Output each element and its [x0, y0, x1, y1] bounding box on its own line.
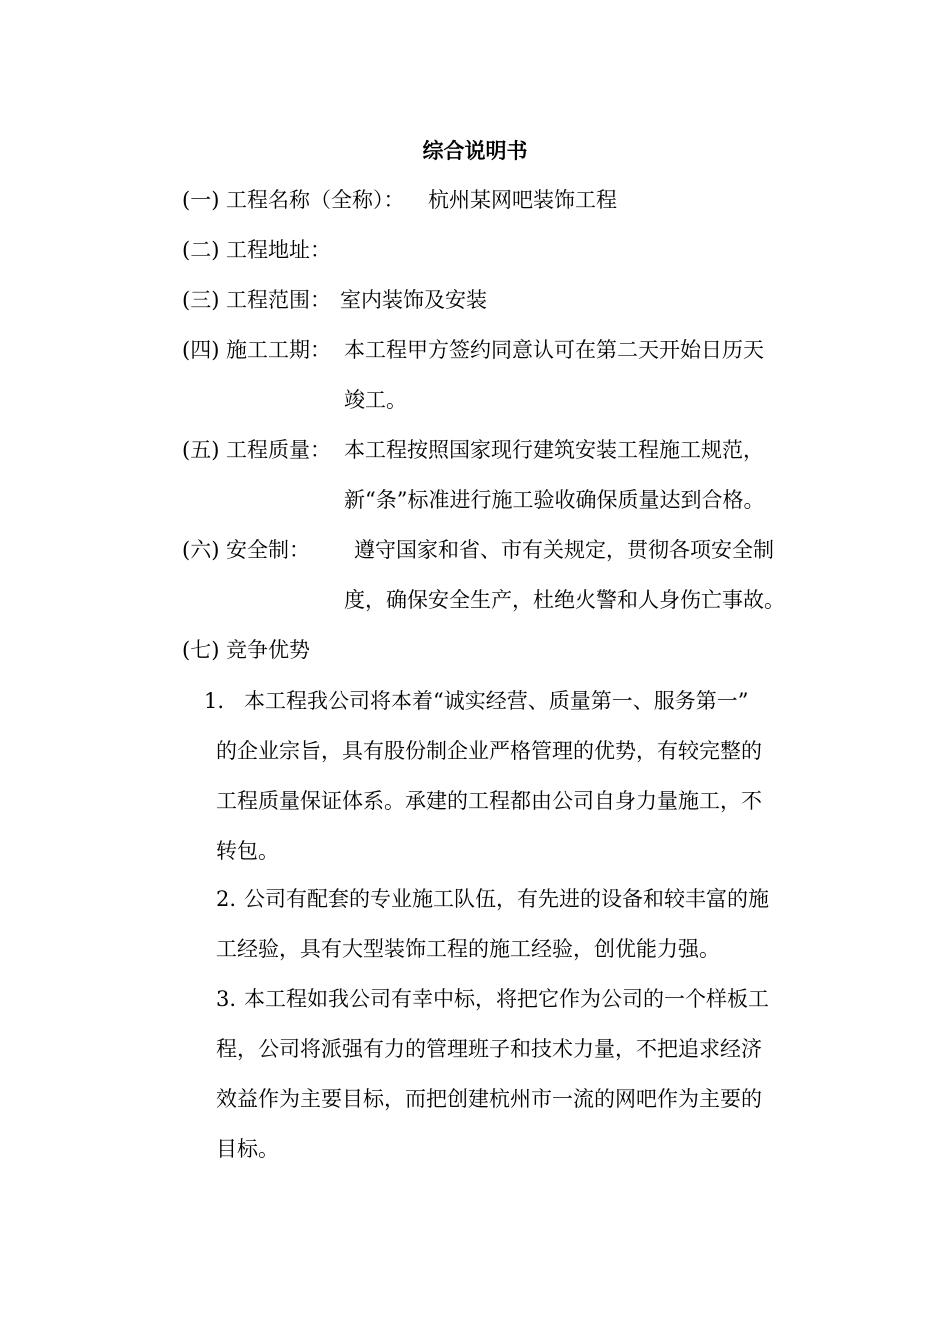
item-4-line-2: 竣工。 [344, 388, 407, 412]
advantage-1-line-4: 转包。 [216, 839, 279, 863]
advantage-2-number: 2. [216, 887, 237, 911]
item-5-line-1: 本工程按照国家现行建筑安装工程施工规范， [344, 438, 764, 462]
item-6-label: (六) 安全制： [182, 538, 311, 562]
advantage-1-line-2: 的企业宗旨，具有股份制企业严格管理的优势，有较完整的 [216, 739, 762, 763]
advantage-1-line-1: 本工程我公司将本着“诚实经营、质量第一、服务第一” [244, 689, 749, 713]
advantage-3-number: 3. [216, 987, 237, 1011]
item-7-label: (七) 竞争优势 [182, 638, 311, 662]
item-4-line-1: 本工程甲方签约同意认可在第二天开始日历天 [344, 338, 764, 362]
advantage-2-line-1: 公司有配套的专业施工队伍，有先进的设备和较丰富的施 [244, 887, 769, 911]
advantage-3-line-4: 目标。 [216, 1137, 279, 1161]
item-4-label: (四) 施工工期： [182, 338, 332, 362]
item-3-text: 室内装饰及安装 [340, 288, 487, 312]
item-1-text: 杭州某网吧装饰工程 [428, 188, 617, 212]
item-5-line-2: 新“条”标准进行施工验收确保质量达到合格。 [344, 488, 765, 512]
item-6-line-1: 遵守国家和省、市有关规定，贯彻各项安全制 [354, 538, 774, 562]
advantage-3-line-3: 效益作为主要目标，而把创建杭州市一流的网吧作为主要的 [216, 1087, 762, 1111]
advantage-1-number: 1. [204, 689, 225, 713]
advantage-1-line-3: 工程质量保证体系。承建的工程都由公司自身力量施工，不 [216, 789, 762, 813]
item-1-label: (一) 工程名称（全称）： [182, 188, 405, 212]
item-5-label: (五) 工程质量： [182, 438, 332, 462]
advantage-2-line-2: 工经验，具有大型装饰工程的施工经验，创优能力强。 [216, 937, 720, 961]
advantage-3-line-2: 程，公司将派强有力的管理班子和技术力量，不把追求经济 [216, 1037, 762, 1061]
item-3-label: (三) 工程范围： [182, 288, 332, 312]
item-2-label: (二) 工程地址： [182, 238, 332, 262]
item-6-line-2: 度，确保安全生产，杜绝火警和人身伤亡事故。 [344, 588, 785, 612]
document-title: 综合说明书 [422, 139, 528, 163]
advantage-3-line-1: 本工程如我公司有幸中标，将把它作为公司的一个样板工 [244, 987, 769, 1011]
